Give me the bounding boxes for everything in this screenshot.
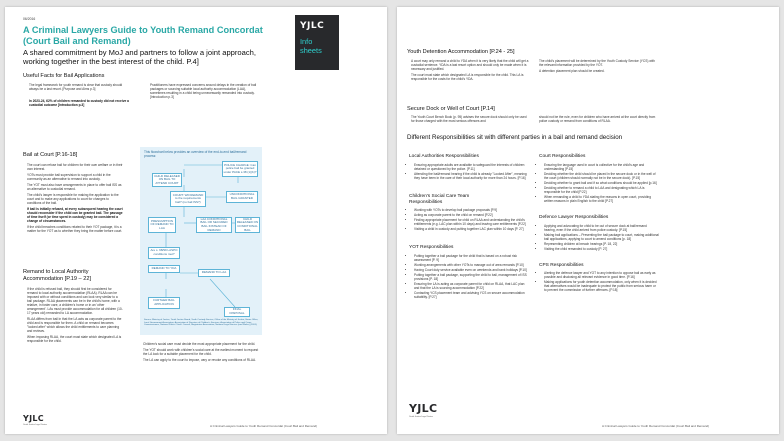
secure-dock-right: should not be the rule, even for children who have arrived at the court directly from police custody or remand from conditions of RLAA. (539, 115, 656, 123)
remand-laa-body (27, 287, 123, 345)
cps-list (539, 271, 659, 292)
list-item: • Making applications for youth detention accommodation, only when it is decided that alternatives would be inadequate to protect the public from serious harm or to prevent the commission of further offences. [P.18] (544, 280, 659, 292)
document-page-2 (397, 7, 779, 434)
document-subtitle: A shared commitment by MoJ and partners to follow a joint approach, working together in the best interest of the child. P.4] (23, 48, 256, 67)
flow-box-final-disposal: FINAL DISPOSAL (224, 307, 250, 317)
footer-logo: YJLC (409, 402, 438, 415)
list-item: • Working arrangements with other YOTs to manage out of area remands [P.10] (414, 263, 529, 267)
remand-laa-heading: Remand to Local Authority Accommodation [P.19 – 22] (23, 269, 91, 282)
court-list (539, 163, 659, 203)
yda-right (539, 59, 657, 75)
flow-box-released-on-bail: CHILD RELEASED ON BAIL TO ATTEND COURT (152, 173, 182, 187)
yda-heading: Youth Detention Accommodation [P.24 - 25] (407, 49, 515, 55)
info-sheets-logo (295, 15, 339, 70)
bail-paragraph: If bail is initially refused, at every subsequent hearing the court should reconsider if the child can be granted bail. The passage of time itself (or time spent in custody) may be considered a change of circumstances. (27, 207, 123, 223)
bail-paragraph: The child's lawyer is responsible for making the application to the court and to make any applications to court for changes to conditions of the bail. (27, 193, 119, 205)
cps-heading: CPS Responsibilities (539, 262, 584, 268)
footer-tagline: Youth Justice Legal Centre (23, 424, 47, 426)
yot-heading: YOT Responsibilities (409, 245, 454, 251)
yda-paragraph: The child's placement will be determined by the Youth Custody Service (YCS) with the relevant information provided by the YOT. (539, 59, 655, 67)
list-item: • Visiting the child remanded to custody [P. 27] (544, 247, 659, 251)
yda-paragraph: A detention placement plan should be created. (539, 69, 605, 73)
la-list (409, 163, 529, 180)
flow-box-further-bail: FURTHER BAIL APPLICATION (148, 297, 180, 309)
list-item: • Alerting the defence lawyer and YOT to any intention to oppose bail as early as possible and disclosing all relevant evidence in good time. [P.16] (544, 271, 659, 279)
defence-heading: Defence Lawyer Responsibilities (539, 214, 609, 220)
list-item: • Deciding whether to grant bail and if so what conditions should be applied [p.16] (544, 181, 659, 185)
responsibilities-left-column (409, 154, 529, 300)
la-heading: Local Authorities Responsibilities (409, 154, 479, 159)
placement-note: The YOT should work with children's social care at the earliest moment to request the LA look for a suitable placement for the child. (143, 348, 259, 356)
secure-dock-heading: Secure Dock or Well of Court [P.14] (407, 106, 495, 112)
page-footer: A Criminal Lawyers Guide to Youth Remand Concordat (Court Bail and Remand) (602, 424, 710, 428)
defence-list (539, 224, 659, 251)
page-footer: A Criminal Lawyers Guide to Youth Remand Concordat (Court Bail and Remand) (210, 424, 318, 428)
csc-heading: Children's Social Care Team Responsibilities (409, 193, 470, 205)
footer-tagline: Youth Justice Legal Centre (409, 416, 433, 418)
list-item: • Putting together a bail package for the child that is based on a robust risk assessment [P. 9] (414, 254, 529, 262)
list-item: • Ensuring the language used in court is collective for the child's age and understanding [P.15] (544, 163, 659, 171)
csc-list (409, 208, 529, 231)
useful-facts-heading: Useful Facts for Bail Applications (23, 73, 105, 79)
document-title: A Criminal Lawyers Guide to Youth Remand Concordat (Court Bail and Remand) (23, 25, 263, 46)
yda-paragraph: The court must state which designated LA is responsible for the child. This LA is responsible for the costs for the child's YDA. (411, 73, 524, 81)
responsibilities-heading: Different Responsibilities sit with different parties in a bail and remand decision (407, 134, 623, 141)
useful-facts-right: Practitioners have expressed concerns around delays in the creation of bail packages or sourcing suitable local authority accommodation (LAA), sometimes resulting in a child being unnecessarily remanded into custody. [Introduction p.3] (150, 83, 257, 99)
flowchart-intro: This flowchart below provides an overview of the end-to-end bail/remand process: (144, 150, 247, 158)
secure-dock-left: The Youth Court Bench Book (p. 95) advises the secure dock should only be used for those charged with the most serious offences and (411, 115, 527, 123)
document-page-1 (5, 7, 387, 434)
list-item: • Deciding whether the child should be placed in the secure dock or in the well of the court (children should normally not be in the secure dock). [P.15] (544, 172, 659, 180)
placement-note: Children's social care must decide the most appropriate placement for the child. (143, 342, 256, 346)
flow-box-unconditional-bail: UNCONDITIONAL BAIL GRANTED (226, 191, 258, 203)
remand-paragraph: If the child is refused bail, they should first be considered for remand to local authority accommodation (RLAA). RLAA can be imposed with or without conditions and can look very similar to a bail package. RLAA placements can be in the child's home, with a relative, in foster care, a children's home or in an 'other arrangement'. LAs must provide accommodation for all children (10-17 years old) remanded to LA accommodation. (27, 287, 123, 315)
placement-notes (143, 342, 261, 364)
court-heading: Court Responsibilities (539, 154, 586, 159)
logo-sheets: sheets (300, 46, 322, 55)
flow-box-remand-laa: REMAND TO LAA (198, 269, 230, 277)
bail-at-court-body (27, 163, 123, 235)
list-item: • Making bail applications – Presenting the bail package to court, making additional bail applications, applying to court to amend conditions [p. 18] (544, 233, 659, 241)
footer-logo: YJLC (23, 414, 44, 423)
list-item: • Applying and advocating for child to be out of secure dock at bail/remand hearing, even if the child arrived from police custody. [P.15] (544, 224, 659, 232)
flow-box-presumption-laa: PRESUMPTION OF REMAND TO LAA (148, 217, 176, 233)
bail-paragraph: The court can refuse bail for children for their own welfare or in their own interest. (27, 163, 123, 171)
remand-flowchart (140, 147, 262, 335)
yda-paragraph: A court may only remand a child to YDA when it is very likely that the child will get a custodial sentence. YDA is a last resort option and should only be made when it is necessary and justified. (411, 59, 529, 71)
flowchart-source: Source: Ministry of Justice, Youth Justice Board, Youth Custody Service, Office of the Ministry of Justice, Home Office, Local Government Association, Association of Directors of Children's Services, Association of Police and Crime Commissioners, National Police Chiefs' Council, Magistrates Association, National Legal Service (and Wales) (2024). (144, 319, 259, 327)
list-item: • Putting together a bail package, supporting the child to bail, management of ISS provisions [P. 18] (414, 273, 529, 281)
list-item: • When remanding a child to YDA stating the reasons in open court, providing written reasons in plain English to the child [P.27] (544, 195, 659, 203)
list-item: • Deciding whether to remand a child to LAA and designating which LA is responsible for the child [P.22] (544, 186, 659, 194)
list-item: • Having Court duty service available even on weekends and bank holidays [P.10] (414, 268, 529, 272)
yot-list (409, 254, 529, 299)
bail-paragraph: If the child breaches conditions related to their YOT package, it is a matter for the YOT as to whether they bring the matter before court. (27, 225, 123, 233)
bail-paragraph: YOTs must provide bail supervision to support a child in the community as an alternative to remand into custody. (27, 173, 111, 181)
list-item: • Attending the bail/remand hearing if the child is already "Looked After", meaning they have been in the care of their local authority for more than 24 hours. [P.16] (414, 172, 529, 180)
list-item: • Representing children at breach hearings [P. 18, 22] (544, 242, 659, 246)
list-item: • Ensuring appropriate adults are available to safeguard the interests of children detained or questioned by the police. [P.11] (414, 163, 529, 171)
list-item: • Visiting a child in custody and putting together LAC plan within 10 days [P. 27] (414, 227, 529, 231)
list-item: • Ensuring the LA is acting as corporate parent for child on RLAA, that LAC plan and that the LA is sourcing accommodation [P.22] (414, 282, 529, 290)
yda-left (411, 59, 529, 83)
responsibilities-right-column (539, 154, 659, 293)
flow-box-laspo-conditions: Are s. 98/99 LASPO conditions met? (148, 247, 180, 259)
useful-facts-left-1: The legal framework for youth remand is clear that custody should always be a last resort. [Purpose and Aims p.3] (29, 83, 123, 91)
flow-box-remand-yda: REMAND TO YDA (148, 265, 180, 273)
list-item: • Working with YOTs to develop bail package proposals [P.9] (414, 208, 529, 212)
useful-facts-left-2: In 2023-24, 62% of children remanded to custody did not receive a custodial outcome [Introduction p.3] (29, 99, 129, 107)
list-item: • Finding appropriate placement for child on RLAA and understanding the child's entitlements (e.g. LAC plan within 10 days) and leaving care entitlements [P.22] (414, 218, 529, 226)
placement-note: The LA can apply to the court to impose, vary or revoke any conditions of RLAA. (143, 358, 257, 362)
document-date: 06/2016 (23, 17, 36, 21)
remand-paragraph: When imposing RLAA, the court must state which designated LA is responsible for the child. (27, 335, 122, 343)
logo-info: Info (300, 37, 313, 46)
list-item: • Acting as corporate parent to the child on remand [P.22] (414, 213, 529, 217)
flow-box-court-decision: COURT: Will REMAND to the requirements bail? (no bail ISS?) (170, 191, 206, 207)
logo-letters: YJLC (300, 21, 325, 31)
list-item: • Contacting YCS placement team and advising YCS on secure accommodation suitability. [P.27] (414, 291, 529, 299)
flow-box-laa-conditional-bail: LAA CONDITIONAL BAIL OR SECURED BAIL INSTEAD OF REMAND (196, 217, 232, 233)
flow-box-released-conditional: CHILD RELEASED ON CONDITIONAL BAIL (236, 216, 259, 232)
remand-paragraph: RLAA differs from bail in that the LA acts as corporate parent to the child and is responsible for them. A child on remand becomes "looked after" which allows the child entitlements to care planning and reviews. (27, 317, 122, 333)
bail-paragraph: The YOT must also have arrangements in place to offer bail ISS as an alternative to custodial remand. (27, 183, 122, 191)
bail-at-court-heading: Bail at Court [P.16-18] (23, 152, 78, 158)
flow-box-police-charge: POLICE CHARGE: Can police bail be granted under PACE s.38 (1)(b)? (222, 161, 258, 177)
